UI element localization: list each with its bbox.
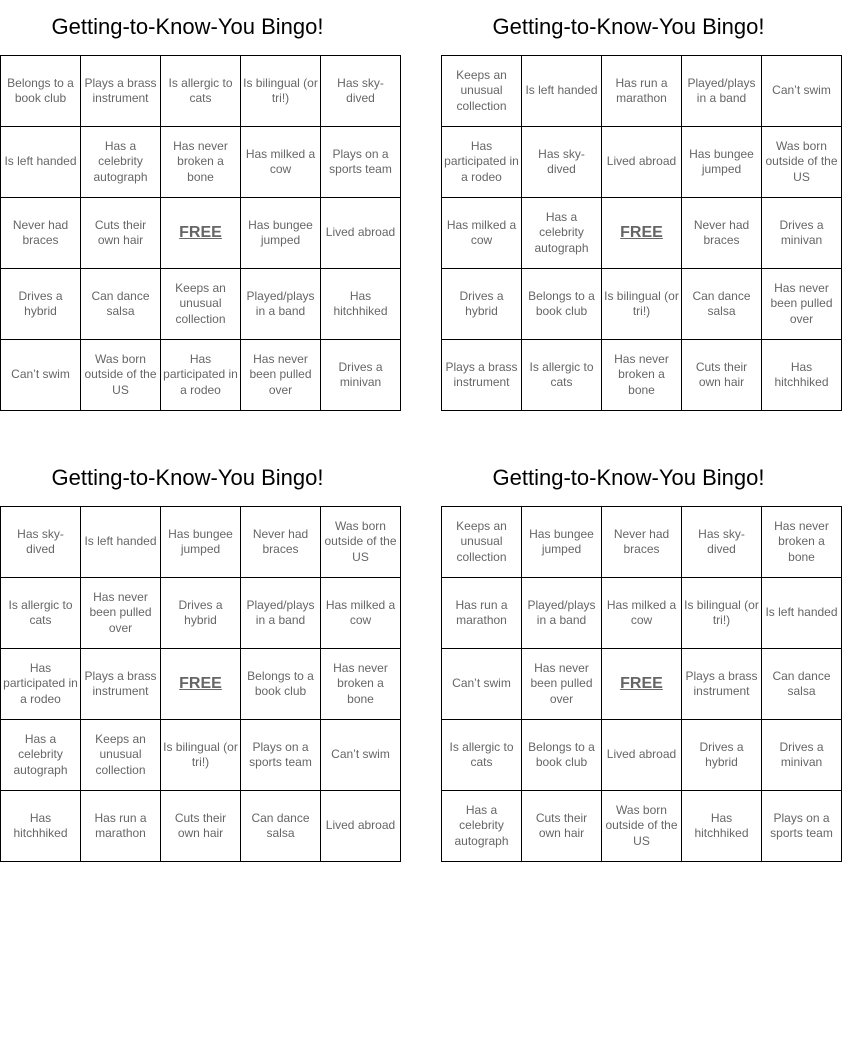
card-title: Getting-to-Know-You Bingo! bbox=[51, 465, 324, 490]
bingo-cell: Has milked a cow bbox=[442, 198, 522, 269]
bingo-cell: Drives a hybrid bbox=[442, 269, 522, 340]
bingo-cell: Keeps an unusual collection bbox=[442, 507, 522, 578]
bingo-cell: Drives a minivan bbox=[762, 198, 842, 269]
bingo-cell: Lived abroad bbox=[321, 198, 401, 269]
bingo-cell: Has milked a cow bbox=[241, 127, 321, 198]
bingo-cell: Is left handed bbox=[762, 578, 842, 649]
bingo-cell: Has never been pulled over bbox=[81, 578, 161, 649]
bingo-cell: Has sky-dived bbox=[321, 56, 401, 127]
bingo-cell: Was born outside of the US bbox=[321, 507, 401, 578]
bingo-cell: Never had braces bbox=[602, 507, 682, 578]
bingo-cell: Has a celebrity autograph bbox=[1, 720, 81, 791]
bingo-cell: Can’t swim bbox=[442, 649, 522, 720]
bingo-cell: Plays a brass instrument bbox=[81, 56, 161, 127]
bingo-cell: Is left handed bbox=[81, 507, 161, 578]
bingo-cell: Cuts their own hair bbox=[161, 791, 241, 862]
bingo-cell: Has a celebrity autograph bbox=[522, 198, 602, 269]
bingo-cell: Was born outside of the US bbox=[602, 791, 682, 862]
bingo-cell: Drives a minivan bbox=[321, 340, 401, 411]
bingo-cell: Was born outside of the US bbox=[81, 340, 161, 411]
bingo-cell: Cuts their own hair bbox=[682, 340, 762, 411]
grid-row bbox=[442, 340, 842, 411]
free-space: FREE bbox=[161, 649, 241, 720]
card-title: Getting-to-Know-You Bingo! bbox=[51, 14, 324, 39]
grid-row bbox=[1, 127, 401, 198]
bingo-cell: Is left handed bbox=[522, 56, 602, 127]
bingo-cell: Keeps an unusual collection bbox=[161, 269, 241, 340]
bingo-cell: Plays a brass instrument bbox=[81, 649, 161, 720]
grid-row bbox=[1, 791, 401, 862]
bingo-cell: Belongs to a book club bbox=[522, 720, 602, 791]
grid-row bbox=[1, 720, 401, 791]
bingo-grid bbox=[441, 506, 842, 862]
grid-row bbox=[442, 649, 842, 720]
bingo-cell: Has a celebrity autograph bbox=[442, 791, 522, 862]
bingo-cell: Has never been pulled over bbox=[522, 649, 602, 720]
bingo-cell: Can dance salsa bbox=[241, 791, 321, 862]
grid-row bbox=[1, 56, 401, 127]
grid-row bbox=[442, 269, 842, 340]
bingo-cell: Plays on a sports team bbox=[241, 720, 321, 791]
bingo-cell: Has bungee jumped bbox=[522, 507, 602, 578]
bingo-cell: Is bilingual (or tri!) bbox=[602, 269, 682, 340]
grid-row bbox=[442, 127, 842, 198]
grid-row bbox=[442, 198, 842, 269]
bingo-cell: Has never broken a bone bbox=[161, 127, 241, 198]
bingo-cell: Is bilingual (or tri!) bbox=[241, 56, 321, 127]
bingo-cell: Has hitchhiked bbox=[762, 340, 842, 411]
bingo-cell: Drives a hybrid bbox=[682, 720, 762, 791]
bingo-cell: Has never been pulled over bbox=[762, 269, 842, 340]
bingo-cell: Has sky-dived bbox=[682, 507, 762, 578]
bingo-cell: Has participated in a rodeo bbox=[161, 340, 241, 411]
bingo-cell: Is allergic to cats bbox=[522, 340, 602, 411]
bingo-cell: Played/plays in a band bbox=[682, 56, 762, 127]
bingo-cell: Is left handed bbox=[1, 127, 81, 198]
free-space: FREE bbox=[161, 198, 241, 269]
bingo-cell: Can’t swim bbox=[1, 340, 81, 411]
grid-row bbox=[442, 791, 842, 862]
bingo-cell: Belongs to a book club bbox=[241, 649, 321, 720]
bingo-cell: Has bungee jumped bbox=[682, 127, 762, 198]
bingo-cell: Has sky-dived bbox=[1, 507, 81, 578]
bingo-cell: Lived abroad bbox=[602, 127, 682, 198]
bingo-cell: Can’t swim bbox=[321, 720, 401, 791]
bingo-cell: Can dance salsa bbox=[682, 269, 762, 340]
bingo-cell: Drives a hybrid bbox=[1, 269, 81, 340]
bingo-cell: Keeps an unusual collection bbox=[81, 720, 161, 791]
bingo-cell: Drives a hybrid bbox=[161, 578, 241, 649]
bingo-cell: Is bilingual (or tri!) bbox=[682, 578, 762, 649]
bingo-cell: Never had braces bbox=[1, 198, 81, 269]
bingo-cell: Has run a marathon bbox=[442, 578, 522, 649]
bingo-cell: Has hitchhiked bbox=[321, 269, 401, 340]
bingo-cell: Cuts their own hair bbox=[522, 791, 602, 862]
grid-row bbox=[442, 507, 842, 578]
bingo-grid bbox=[441, 55, 842, 411]
free-space: FREE bbox=[602, 649, 682, 720]
grid-row bbox=[1, 340, 401, 411]
bingo-cell: Lived abroad bbox=[321, 791, 401, 862]
bingo-cell: Has milked a cow bbox=[602, 578, 682, 649]
bingo-cell: Cuts their own hair bbox=[81, 198, 161, 269]
bingo-cell: Never had braces bbox=[682, 198, 762, 269]
bingo-cell: Belongs to a book club bbox=[1, 56, 81, 127]
grid-row bbox=[1, 269, 401, 340]
bingo-cell: Never had braces bbox=[241, 507, 321, 578]
bingo-cell: Has hitchhiked bbox=[1, 791, 81, 862]
bingo-cell: Can dance salsa bbox=[762, 649, 842, 720]
bingo-cell: Was born outside of the US bbox=[762, 127, 842, 198]
card-title: Getting-to-Know-You Bingo! bbox=[492, 14, 765, 39]
bingo-cell: Has never broken a bone bbox=[602, 340, 682, 411]
grid-row bbox=[442, 56, 842, 127]
bingo-cell: Played/plays in a band bbox=[241, 578, 321, 649]
bingo-cell: Plays a brass instrument bbox=[682, 649, 762, 720]
bingo-cell: Has participated in a rodeo bbox=[442, 127, 522, 198]
grid-row bbox=[1, 578, 401, 649]
bingo-cell: Is bilingual (or tri!) bbox=[161, 720, 241, 791]
bingo-cell: Has never broken a bone bbox=[762, 507, 842, 578]
bingo-cell: Has a celebrity autograph bbox=[81, 127, 161, 198]
bingo-cell: Played/plays in a band bbox=[522, 578, 602, 649]
bingo-cell: Has run a marathon bbox=[602, 56, 682, 127]
bingo-cell: Has never been pulled over bbox=[241, 340, 321, 411]
bingo-grid bbox=[0, 55, 401, 411]
free-space: FREE bbox=[602, 198, 682, 269]
bingo-cell: Is allergic to cats bbox=[1, 578, 81, 649]
grid-row bbox=[442, 578, 842, 649]
bingo-cell: Plays a brass instrument bbox=[442, 340, 522, 411]
bingo-cell: Has bungee jumped bbox=[161, 507, 241, 578]
bingo-cell: Has milked a cow bbox=[321, 578, 401, 649]
grid-row bbox=[1, 649, 401, 720]
bingo-cell: Has bungee jumped bbox=[241, 198, 321, 269]
bingo-cell: Has never broken a bone bbox=[321, 649, 401, 720]
grid-row bbox=[1, 198, 401, 269]
bingo-cell: Has hitchhiked bbox=[682, 791, 762, 862]
bingo-cell: Lived abroad bbox=[602, 720, 682, 791]
bingo-cell: Has run a marathon bbox=[81, 791, 161, 862]
bingo-cell: Is allergic to cats bbox=[161, 56, 241, 127]
bingo-cell: Has sky-dived bbox=[522, 127, 602, 198]
bingo-cell: Plays on a sports team bbox=[762, 791, 842, 862]
bingo-grid bbox=[0, 506, 401, 862]
bingo-cell: Can dance salsa bbox=[81, 269, 161, 340]
bingo-cell: Has participated in a rodeo bbox=[1, 649, 81, 720]
bingo-cell: Belongs to a book club bbox=[522, 269, 602, 340]
bingo-cell: Keeps an unusual collection bbox=[442, 56, 522, 127]
card-title: Getting-to-Know-You Bingo! bbox=[492, 465, 765, 490]
bingo-cell: Plays on a sports team bbox=[321, 127, 401, 198]
bingo-cell: Drives a minivan bbox=[762, 720, 842, 791]
bingo-cell: Can’t swim bbox=[762, 56, 842, 127]
grid-row bbox=[442, 720, 842, 791]
grid-row bbox=[1, 507, 401, 578]
bingo-cell: Played/plays in a band bbox=[241, 269, 321, 340]
bingo-cell: Is allergic to cats bbox=[442, 720, 522, 791]
